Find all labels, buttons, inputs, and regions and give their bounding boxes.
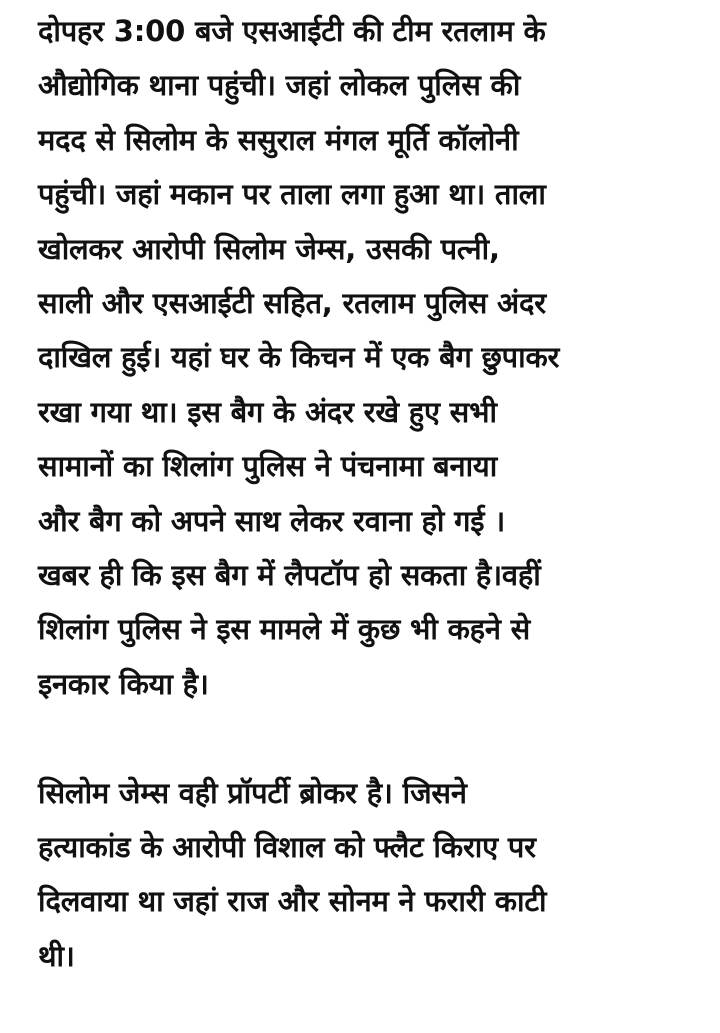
text-line: दिलवाया था जहां राज और सोनम ने फरारी काटी — [38, 884, 547, 919]
text-line: साली और एसआईटी सहित, रतलाम पुलिस अंदर — [38, 286, 546, 321]
text-line: सिलोम जेम्स वही प्रॉपर्टी ब्रोकर है। जिसने — [38, 775, 467, 810]
text-line: थी। — [38, 938, 75, 973]
text-line: रखा गया था। इस बैग के अंदर रखे हुए सभी — [38, 394, 497, 429]
text-line: औद्योगिक थाना पहुंची। जहां लोकल पुलिस की — [38, 68, 521, 103]
text-line: शिलांग पुलिस ने इस मामले में कुछ भी कहने से — [38, 612, 531, 647]
text-line: खबर ही कि इस बैग में लैपटॉप हो सकता है।वहीं — [38, 558, 541, 593]
text-line: इनकार किया है। — [38, 666, 209, 701]
text-line: दोपहर 3:00 बजे एसआईटी की टीम रतलाम के — [38, 14, 546, 48]
text-line: दाखिल हुई। यहां घर के किचन में एक बैग छुपाकर — [38, 340, 560, 375]
paragraph-sit-ratlam-visit — [38, 4, 690, 711]
paragraph-broker-info — [38, 766, 690, 984]
paragraph-gap — [38, 711, 690, 765]
text-line: मदद से सिलोम के ससुराल मंगल मूर्ति कॉलोनी — [38, 122, 519, 157]
text-line: खोलकर आरोपी सिलोम जेम्स, उसकी पत्नी, — [38, 231, 500, 266]
text-line: हत्याकांड के आरोपी विशाल को फ्लैट किराए पर — [38, 830, 536, 865]
text-line: सामानों का शिलांग पुलिस ने पंचनामा बनाया — [38, 449, 498, 484]
text-line: और बैग को अपने साथ लेकर रवाना हो गई । — [38, 503, 505, 538]
text-line: पहुंची। जहां मकान पर ताला लगा हुआ था। ताला — [38, 177, 546, 212]
